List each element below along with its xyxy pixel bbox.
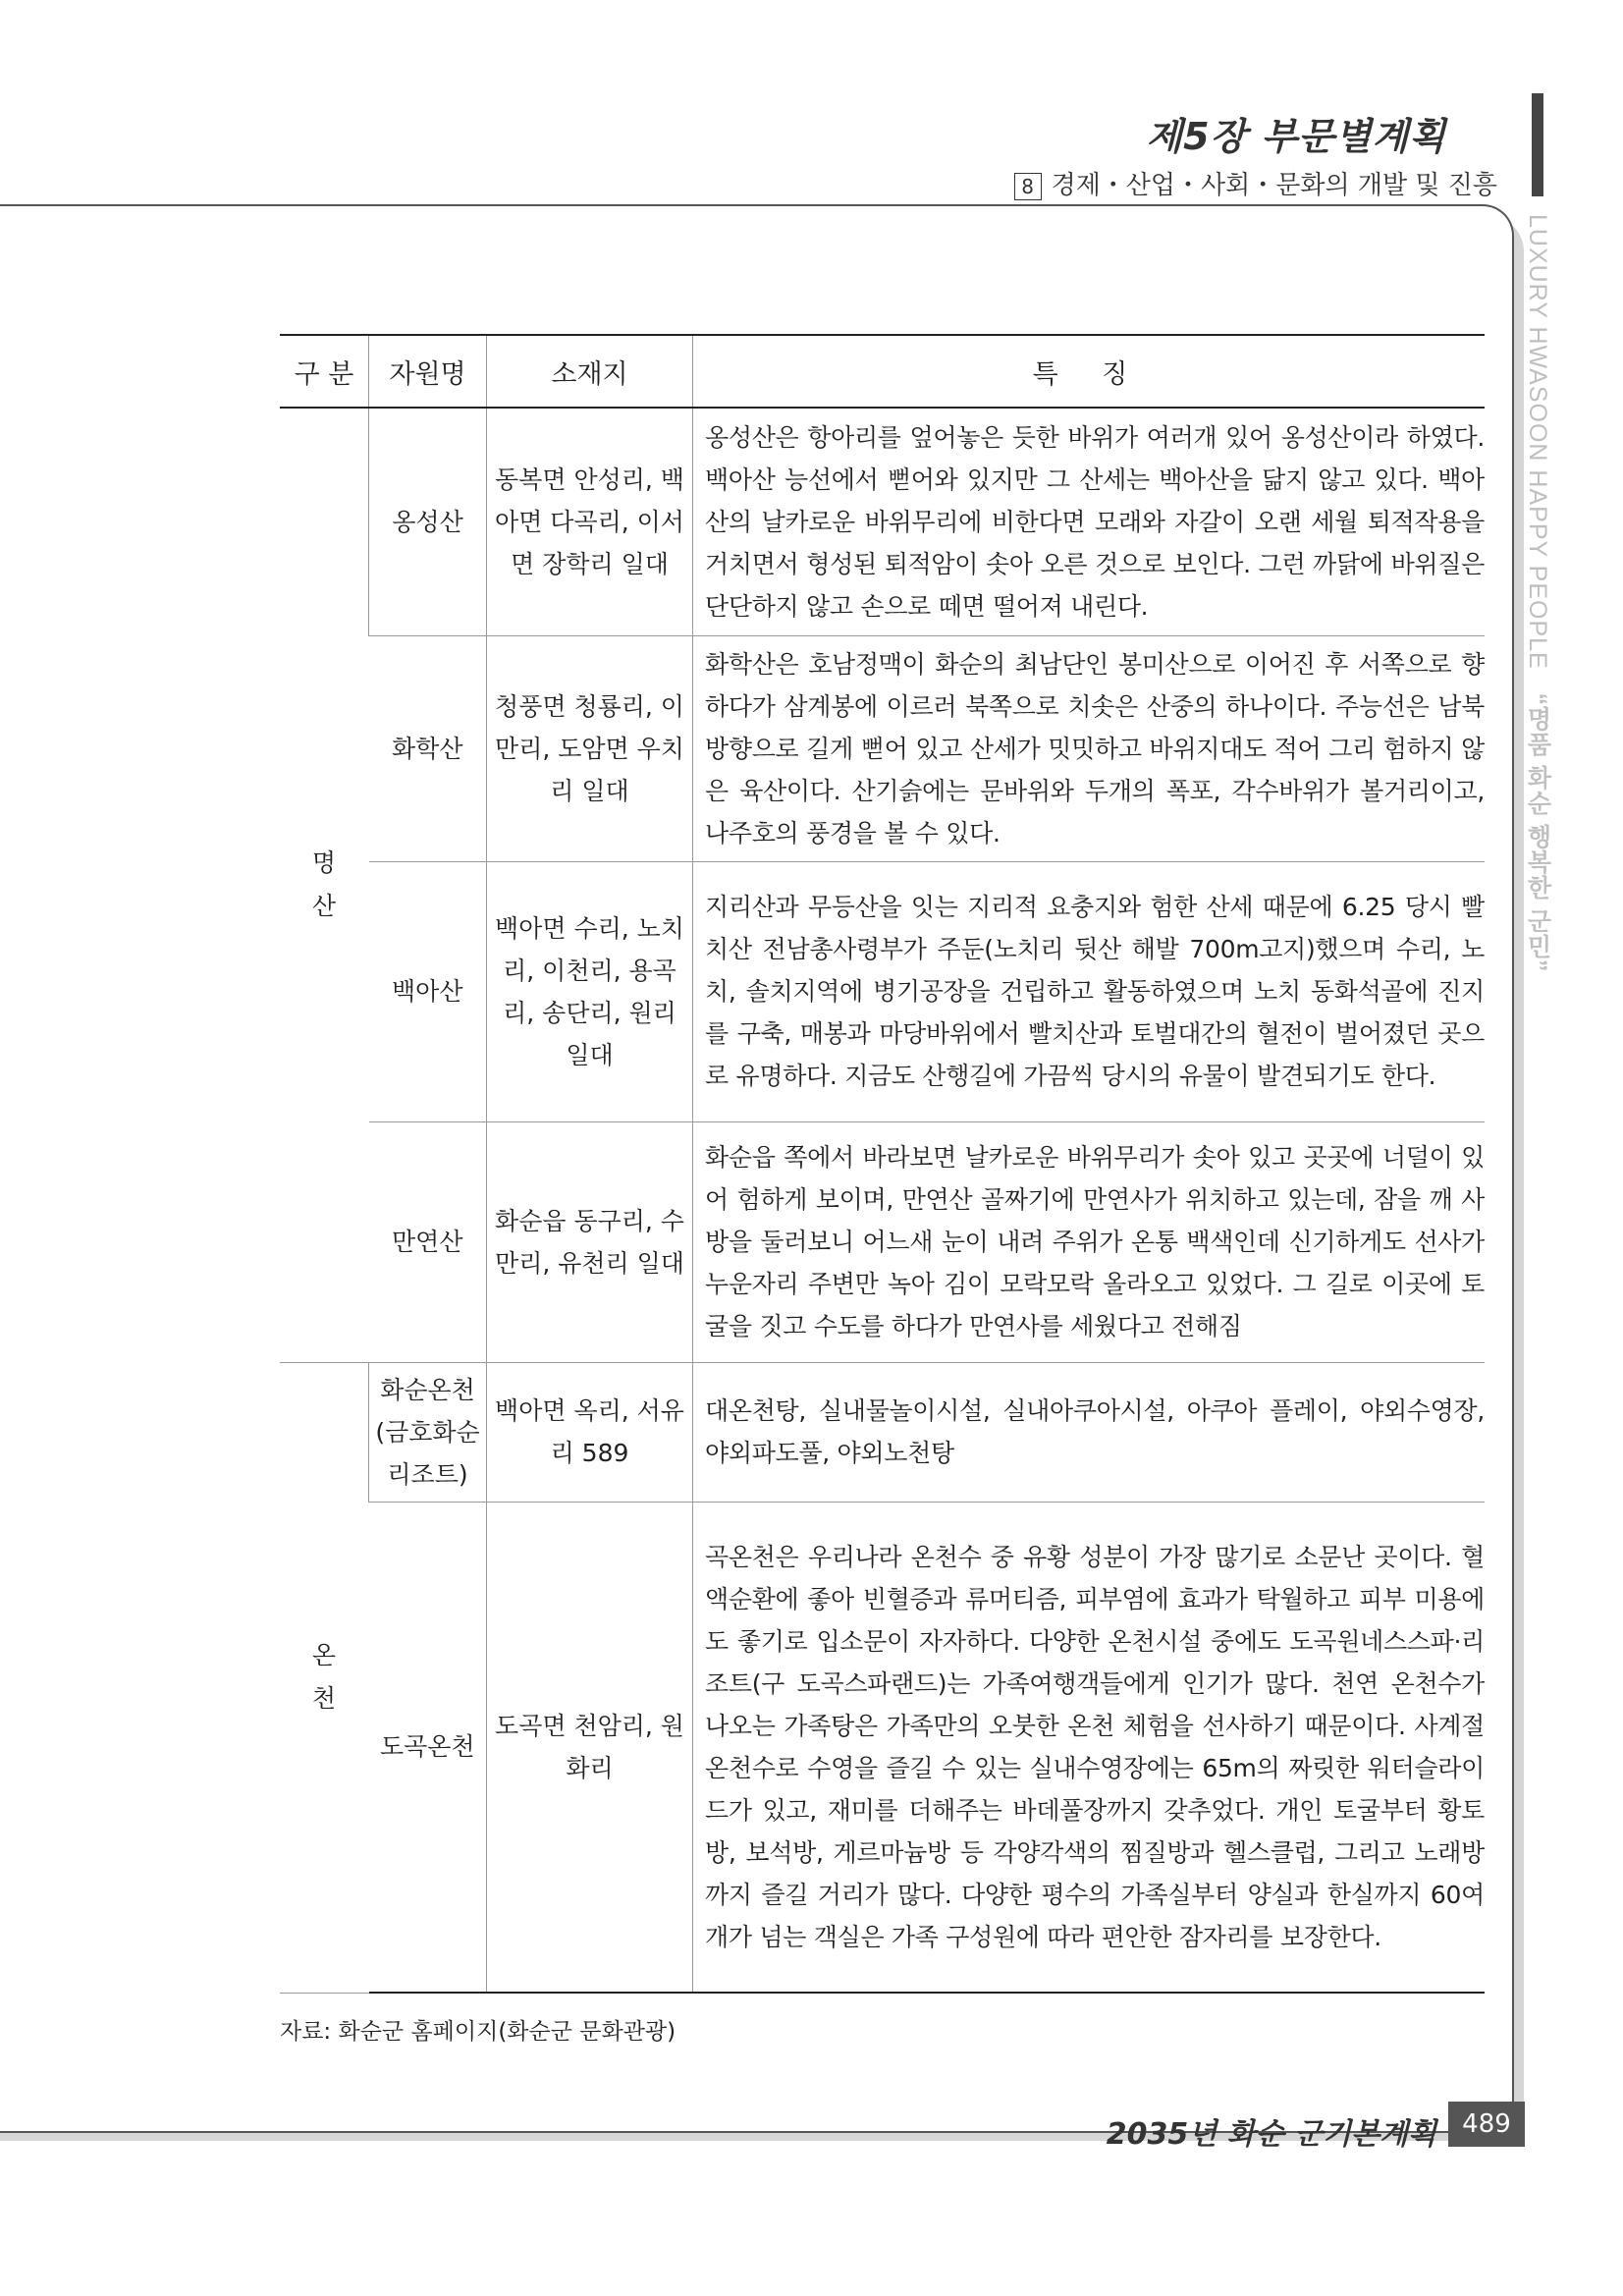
resource-name: 만연산 bbox=[369, 1121, 487, 1362]
header-feature: 특 징 bbox=[693, 335, 1486, 408]
resource-feature: 화학산은 호남정맥이 화순의 최남단인 봉미산으로 이어진 후 서쪽으로 향하다가 삼계봉에 이르러 북쪽으로 치솟은 산중의 하나이다. 주능선은 남북방향으로 길게 뻗어 있고 산세가 밋밋하고 바위지대도 적어 그리 험하지 않은 육산이다. 산기슭에는 문바위와 두개의 폭포, 각수바위가 볼거리이고, 나주호의 풍경을 볼 수 있다. bbox=[693, 635, 1486, 861]
section-title-text: 경제・산업・사회・문화의 개발 및 진흥 bbox=[1051, 171, 1497, 200]
resource-feature: 옹성산은 항아리를 엎어놓은 듯한 바위가 여러개 있어 옹성산이라 하였다. 백아산 능선에서 뻗어와 있지만 그 산세는 백아산을 닮지 않고 있다. 백아산의 날카로운 바위무리에 비한다면 모래와 자갈이 오랜 세월 퇴적작용을 거치면서 형성된 퇴적암이 솟아 오른 것으로 보인다. 그런 까닭에 바위질은 단단하지 않고 손으로 떼면 떨어져 내린다. bbox=[693, 408, 1486, 635]
table-row bbox=[280, 408, 1485, 635]
resource-name: 화순온천 (금호화순 리조트) bbox=[369, 1362, 487, 1502]
header-location: 소재지 bbox=[487, 335, 693, 408]
table-row bbox=[280, 1362, 1485, 1502]
header-name: 자원명 bbox=[369, 335, 487, 408]
resource-location: 도곡면 천암리, 원화리 bbox=[487, 1502, 693, 1993]
resource-feature: 곡온천은 우리나라 온천수 중 유황 성분이 가장 많기로 소문난 곳이다. 혈액순환에 좋아 빈혈증과 류머티즘, 피부염에 효과가 탁월하고 피부 미용에도 좋기로 입소문이 자자하다. 다양한 온천시설 중에도 도곡원네스스파·리조트(구 도곡스파랜드)는 가족여행객들에게 인기가 많다. 천연 온천수가 나오는 가족탕은 가족만의 오붓한 온천 체험을 선사하기 때문이다. 사계절 온천수로 수영을 즐길 수 있는 실내수영장에는 65m의 짜릿한 워터슬라이드가 있고, 재미를 더해주는 바데풀장까지 갖추었다. 개인 토굴부터 황토방, 보석방, 게르마늄방 등 각양각색의 찜질방과 헬스클럽, 그리고 노래방까지 즐길 거리가 많다. 다양한 평수의 가족실부터 양실과 한실까지 60여 개가 넘는 객실은 가족 구성원에 따라 편안한 잠자리를 보장한다. bbox=[693, 1502, 1486, 1993]
source-note: 자료: 화순군 홈페이지(화순군 문화관광) bbox=[280, 2019, 676, 2045]
resource-feature: 화순읍 쪽에서 바라보면 날카로운 바위무리가 솟아 있고 곳곳에 너덜이 있어 험하게 보이며, 만연산 골짜기에 만연사가 위치하고 있는데, 잠을 깨 사방을 둘러보니 어느새 눈이 내려 주위가 온통 백색인데 신기하게도 선사가 누운자리 주변만 녹아 김이 모락모락 올라오고 있었다. 그 길로 이곳에 토굴을 짓고 수도를 하다가 만연사를 세웠다고 전해짐 bbox=[693, 1121, 1486, 1362]
resource-name: 백아산 bbox=[369, 861, 487, 1121]
side-slogan-en: LUXURY HWASOON HAPPY PEOPLE bbox=[1524, 214, 1551, 670]
resource-location: 화순읍 동구리, 수만리, 유천리 일대 bbox=[487, 1121, 693, 1362]
resource-name: 옹성산 bbox=[369, 408, 487, 635]
resource-location: 백아면 옥리, 서유리 589 bbox=[487, 1362, 693, 1502]
chapter-title: 제5장 부문별계획 bbox=[1146, 115, 1446, 158]
resource-feature: 대온천탕, 실내물놀이시설, 실내아쿠아시설, 아쿠아 플레이, 야외수영장, 야외파도풀, 야외노천탕 bbox=[693, 1362, 1486, 1502]
resource-feature: 지리산과 무등산을 잇는 지리적 요충지와 험한 산세 때문에 6.25 당시 빨치산 전남총사령부가 주둔(노치리 뒷산 해발 700m고지)했으며 수리, 노치, 솔치지역에 병기공장을 건립하고 활동하였으며 노치 동화석골에 진지를 구축, 매봉과 마당바위에서 빨치산과 토벌대간의 혈전이 벌어졌던 곳으로 유명하다. 지금도 산행길에 가끔씩 당시의 유물이 발견되기도 한다. bbox=[693, 861, 1486, 1121]
side-slogan-ko: “명품 화순 행복한 군민” bbox=[1524, 692, 1551, 973]
table-row bbox=[280, 635, 1485, 861]
table-row bbox=[280, 1121, 1485, 1362]
resource-location: 동복면 안성리, 백아면 다곡리, 이서면 장학리 일대 bbox=[487, 408, 693, 635]
page-number: 489 bbox=[1448, 2102, 1525, 2147]
table-row bbox=[280, 861, 1485, 1121]
resource-name: 화학산 bbox=[369, 635, 487, 861]
category-cell: 온천 bbox=[280, 1362, 369, 1993]
header-category: 구 분 bbox=[280, 335, 369, 408]
table-header-row bbox=[280, 335, 1485, 408]
side-slogan bbox=[1520, 214, 1555, 972]
resource-location: 청풍면 청룡리, 이만리, 도암면 우치리 일대 bbox=[487, 635, 693, 861]
category-cell: 명산 bbox=[280, 408, 369, 1362]
section-title bbox=[1014, 165, 1497, 201]
footer-title: 2035년 화순 군기본계획 bbox=[1106, 2117, 1436, 2152]
resource-name: 도곡온천 bbox=[369, 1502, 487, 1993]
resource-location: 백아면 수리, 노치리, 이천리, 용곡리, 송단리, 원리 일대 bbox=[487, 861, 693, 1121]
resource-table bbox=[280, 334, 1485, 1994]
table-row bbox=[280, 1502, 1485, 1993]
header-accent-bar bbox=[1532, 93, 1543, 196]
section-number: 8 bbox=[1014, 173, 1042, 200]
